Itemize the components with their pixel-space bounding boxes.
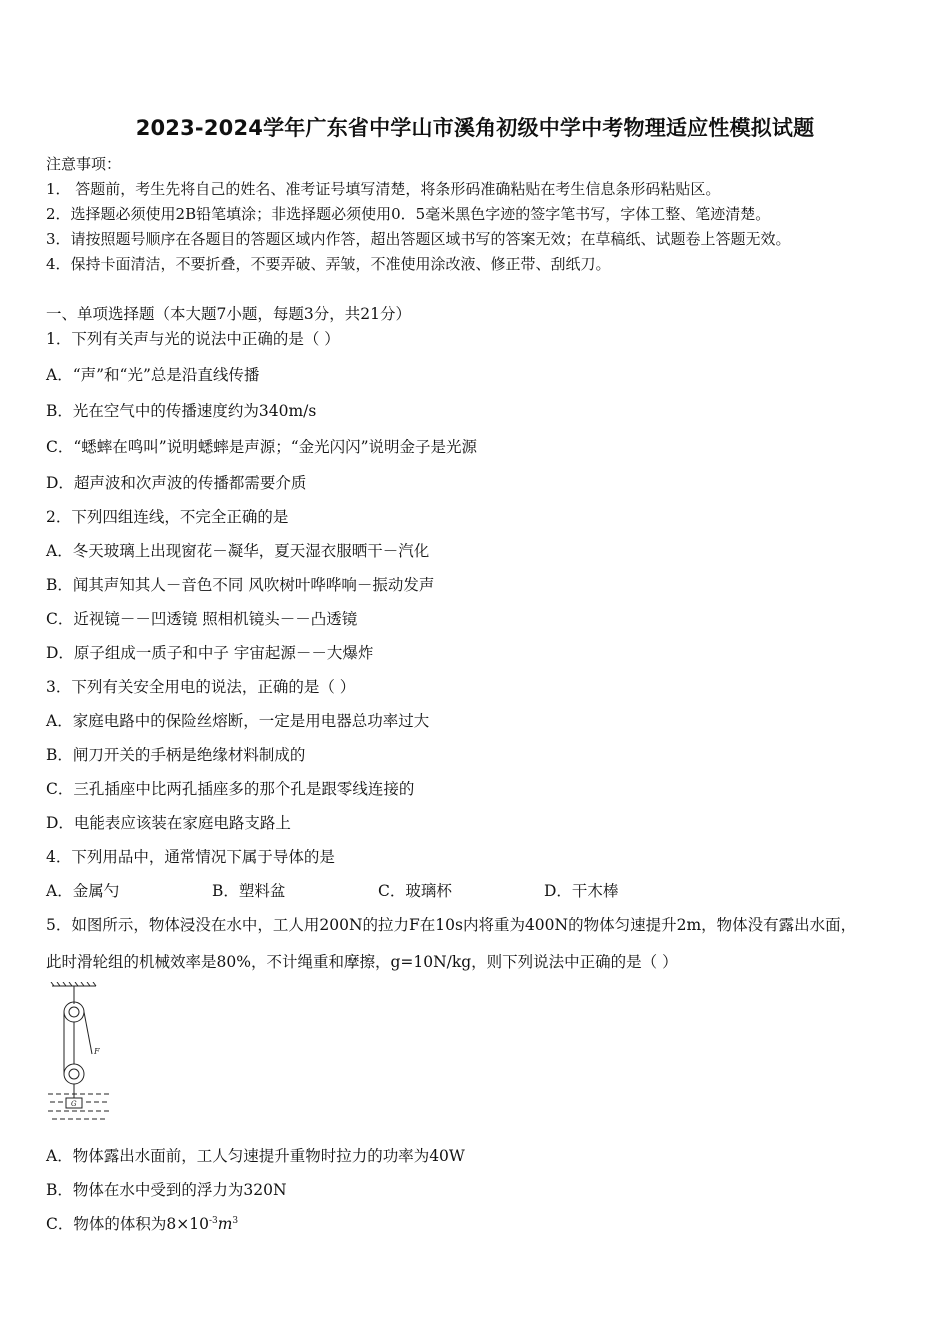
note-item-1: 1． 答题前，考生先将自己的姓名、准考证号填写清楚，将条形码准确粘贴在考生信息条形码粘贴区。 <box>46 180 721 198</box>
q4-options <box>46 879 618 901</box>
q5-option-c-exponent: -3 <box>208 1215 218 1226</box>
object-label: G <box>71 1100 77 1108</box>
q5-option-c-unit: m <box>217 1215 233 1233</box>
q1-option-a: A．“声”和“光”总是沿直线传播 <box>46 366 260 384</box>
q3-option-a: A．家庭电路中的保险丝熔断，一定是用电器总功率过大 <box>46 712 430 730</box>
rope-pull <box>84 1012 92 1054</box>
fixed-pulley-inner <box>69 1007 79 1017</box>
q5-stem-line2: 此时滑轮组的机械效率是80%，不计绳重和摩擦，g=10N/kg，则下列说法中正确的是（ ） <box>46 953 678 971</box>
q5-stem-line1: 5．如图所示，物体浸没在水中，工人用200N的拉力F在10s内将重为400N的物体匀速提升2m，物体没有露出水面， <box>46 916 857 934</box>
q1-option-d: D．超声波和次声波的传播都需要介质 <box>46 474 307 492</box>
section-heading: 一、单项选择题（本大题7小题，每题3分，共21分） <box>46 305 411 323</box>
q3-option-d: D．电能表应该装在家庭电路支路上 <box>46 814 291 832</box>
q5-option-a: A．物体露出水面前，工人匀速提升重物时拉力的功率为40W <box>46 1147 465 1165</box>
q2-stem: 2．下列四组连线，不完全正确的是 <box>46 508 289 526</box>
q5-option-c-prefix: C．物体的体积为8×10 <box>46 1215 209 1233</box>
q1-option-c: C．“蟋蟀在鸣叫”说明蟋蟀是声源；“金光闪闪”说明金子是光源 <box>46 438 478 456</box>
note-item-3: 3．请按照题号顺序在各题目的答题区域内作答，超出答题区域书写的答案无效；在草稿纸、试题卷上答题无效。 <box>46 230 791 248</box>
q3-stem: 3．下列有关安全用电的说法，正确的是（ ） <box>46 678 356 696</box>
movable-pulley-inner <box>69 1069 79 1079</box>
note-item-4: 4．保持卡面清洁，不要折叠，不要弄破、弄皱，不准使用涂改液、修正带、刮纸刀。 <box>46 255 611 273</box>
q2-option-d: D．原子组成一质子和中子 宇宙起源－－大爆炸 <box>46 644 374 662</box>
q4-stem: 4．下列用品中，通常情况下属于导体的是 <box>46 848 335 866</box>
q1-stem: 1．下列有关声与光的说法中正确的是（ ） <box>46 330 340 348</box>
notes-heading: 注意事项： <box>46 155 122 173</box>
force-label: F <box>94 1047 100 1056</box>
q2-option-c: C．近视镜－－凹透镜 照相机镜头－－凸透镜 <box>46 610 358 628</box>
q4-option-a: A．金属勺 <box>46 882 120 900</box>
q5-option-c <box>46 1212 238 1234</box>
ceiling-hatch <box>51 982 96 986</box>
q4-option-d: D．干木棒 <box>544 882 619 900</box>
movable-pulley <box>64 1064 84 1084</box>
q4-option-c: C．玻璃杯 <box>378 882 452 900</box>
pulley-system-figure <box>46 982 112 1128</box>
note-item-2: 2．选择题必须使用2B铅笔填涂；非选择题必须使用0．5毫米黑色字迹的签字笔书写，字体工整、笔迹清楚。 <box>46 205 771 223</box>
fixed-pulley <box>64 1002 84 1022</box>
q5-option-b: B．物体在水中受到的浮力为320N <box>46 1181 287 1199</box>
q4-option-b: B．塑料盆 <box>212 882 286 900</box>
q1-option-b: B．光在空气中的传播速度约为340m/s <box>46 402 317 420</box>
q3-option-c: C．三孔插座中比两孔插座多的那个孔是跟零线连接的 <box>46 780 415 798</box>
q3-option-b: B．闸刀开关的手柄是绝缘材料制成的 <box>46 746 306 764</box>
q2-option-b: B．闻其声知其人－音色不同 风吹树叶哗哗响－振动发声 <box>46 576 435 594</box>
q5-option-c-unit-exponent: 3 <box>232 1215 239 1226</box>
page-title: 2023-2024学年广东省中学山市溪角初级中学中考物理适应性模拟试题 <box>135 116 815 140</box>
q2-option-a: A．冬天玻璃上出现窗花－凝华，夏天湿衣服晒干－汽化 <box>46 542 430 560</box>
